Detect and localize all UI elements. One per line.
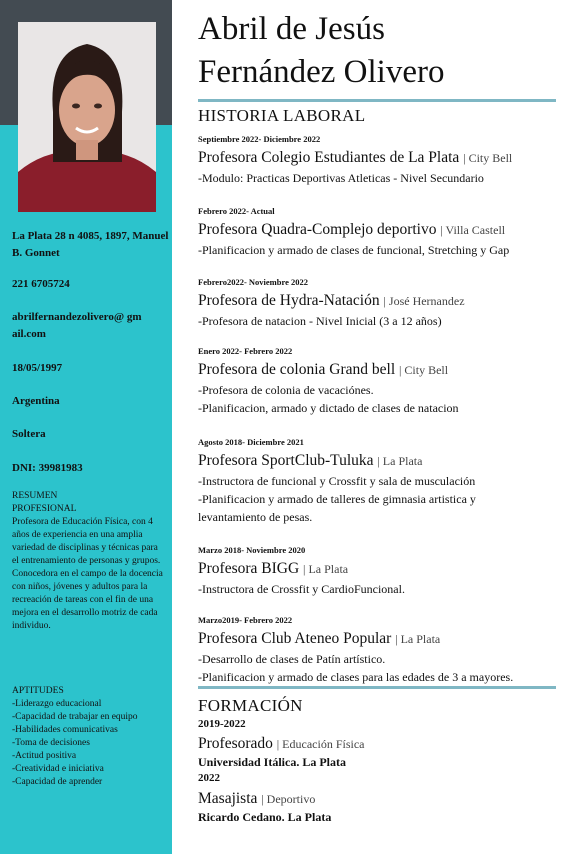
job-desc: -Planificacion y armado de talleres de gimnasia artistica y bbox=[198, 492, 476, 506]
summary-title-2: PROFESIONAL bbox=[12, 504, 77, 514]
job-desc: -Profesora de colonia de vacaciónes. bbox=[198, 383, 374, 397]
job-entry bbox=[198, 345, 558, 417]
job-entry bbox=[198, 436, 558, 526]
summary-section bbox=[12, 490, 164, 633]
country: Argentina bbox=[12, 395, 60, 407]
job-date: Marzo 2018- Noviembre 2020 bbox=[198, 545, 306, 555]
name-line-1: Abril de Jesús bbox=[198, 11, 385, 47]
job-desc: levantamiento de pesas. bbox=[198, 510, 313, 524]
education-title: FORMACIÓN bbox=[198, 696, 303, 715]
address: La Plata 28 n 4085, 1897, Manuel B. Gonnet bbox=[12, 230, 169, 259]
birthdate: 18/05/1997 bbox=[12, 362, 63, 374]
skills-section bbox=[12, 685, 164, 789]
job-desc: -Planificacion y armado de clases para las edades de 3 a mayores. bbox=[198, 670, 514, 684]
edu-institution: Ricardo Cedano. La Plata bbox=[198, 810, 332, 824]
skill-item: -Actitud positiva bbox=[12, 751, 77, 761]
job-date: Febrero2022- Noviembre 2022 bbox=[198, 277, 309, 287]
work-history-title: HISTORIA LABORAL bbox=[198, 106, 366, 125]
job-role: Profesora Quadra-Complejo deportivo bbox=[198, 221, 437, 238]
job-role: Profesora de Hydra-Natación bbox=[198, 292, 380, 309]
job-entry bbox=[198, 544, 558, 598]
summary-title: RESUMEN bbox=[12, 491, 58, 501]
profile-photo bbox=[18, 22, 156, 212]
job-place: | La Plata bbox=[377, 454, 423, 468]
dni: DNI: 39981983 bbox=[12, 462, 83, 474]
job-desc: -Modulo: Practicas Deportivas Atleticas - Nivel Secundario bbox=[198, 171, 484, 185]
skill-item: -Creatividad e iniciativa bbox=[12, 764, 104, 774]
edu-field: | Deportivo bbox=[261, 792, 316, 806]
job-role: Profesora de colonia Grand bell bbox=[198, 361, 396, 378]
job-place: | City Bell bbox=[463, 151, 513, 165]
skill-item: -Liderazgo educacional bbox=[12, 699, 102, 709]
skill-item: -Habilidades comunicativas bbox=[12, 725, 118, 735]
job-entry bbox=[198, 205, 558, 259]
job-date: Febrero 2022- Actual bbox=[198, 206, 275, 216]
job-role: Profesora SportClub-Tuluka bbox=[198, 452, 374, 469]
job-desc: -Instructora de Crossfit y CardioFuncional. bbox=[198, 582, 405, 596]
edu-title: Profesorado bbox=[198, 735, 273, 752]
job-date: Agosto 2018- Diciembre 2021 bbox=[198, 437, 304, 447]
job-place: | La Plata bbox=[395, 632, 441, 646]
job-desc: -Desarrollo de clases de Patín artístico. bbox=[198, 652, 386, 666]
job-date: Septiembre 2022- Diciembre 2022 bbox=[198, 134, 321, 144]
job-date: Marzo2019- Febrero 2022 bbox=[198, 615, 293, 625]
divider bbox=[198, 99, 556, 102]
edu-year: 2022 bbox=[198, 772, 220, 784]
divider bbox=[198, 686, 556, 689]
job-place: | City Bell bbox=[399, 363, 449, 377]
education-entry bbox=[198, 718, 558, 825]
job-place: | Villa Castell bbox=[440, 223, 506, 237]
edu-year: 2019-2022 bbox=[198, 718, 246, 730]
job-desc: -Instructora de funcional y Crossfit y sala de musculación bbox=[198, 474, 476, 488]
name-line-2: Fernández Olivero bbox=[198, 54, 445, 90]
job-place: | La Plata bbox=[303, 562, 349, 576]
full-name bbox=[198, 8, 558, 94]
job-role: Profesora Club Ateneo Popular bbox=[198, 630, 392, 647]
email: abrilfernandezolivero@ gmail.com bbox=[12, 311, 142, 340]
job-entry bbox=[198, 133, 558, 187]
marital-status: Soltera bbox=[12, 428, 46, 440]
job-desc: -Planificacion, armado y dictado de clases de natacion bbox=[198, 401, 459, 415]
edu-institution: Universidad Itálica. La Plata bbox=[198, 755, 347, 769]
job-entry bbox=[198, 614, 558, 686]
edu-field: | Educación Física bbox=[276, 737, 365, 751]
job-place: | José Hernandez bbox=[383, 294, 465, 308]
skills-title: APTITUDES bbox=[12, 686, 64, 696]
job-role: Profesora Colegio Estudiantes de La Plata bbox=[198, 149, 460, 166]
skill-item: -Toma de decisiones bbox=[12, 738, 90, 748]
job-desc: -Profesora de natacion - Nivel Inicial (3 a 12 años) bbox=[198, 314, 442, 328]
summary-text: Profesora de Educación Física, con 4 años de experiencia en una amplia variedad de disciplinas y técnicas para el entrenamiento de personas y grupos. Conocedora en el campo de la docencia con niños, jóvenes y adultos para la recreación de tareas con el fin de una mejora en el desarrollo motriz de cada individuo. bbox=[12, 517, 163, 631]
skill-item: -Capacidad de trabajar en equipo bbox=[12, 712, 138, 722]
phone: 221 6705724 bbox=[12, 278, 70, 290]
job-date: Enero 2022- Febrero 2022 bbox=[198, 346, 293, 356]
edu-title: Masajista bbox=[198, 790, 258, 807]
skill-item: -Capacidad de aprender bbox=[12, 777, 103, 787]
job-desc: -Planificacion y armado de clases de funcional, Stretching y Gap bbox=[198, 243, 510, 257]
job-role: Profesora BIGG bbox=[198, 560, 300, 577]
job-entry bbox=[198, 276, 558, 330]
